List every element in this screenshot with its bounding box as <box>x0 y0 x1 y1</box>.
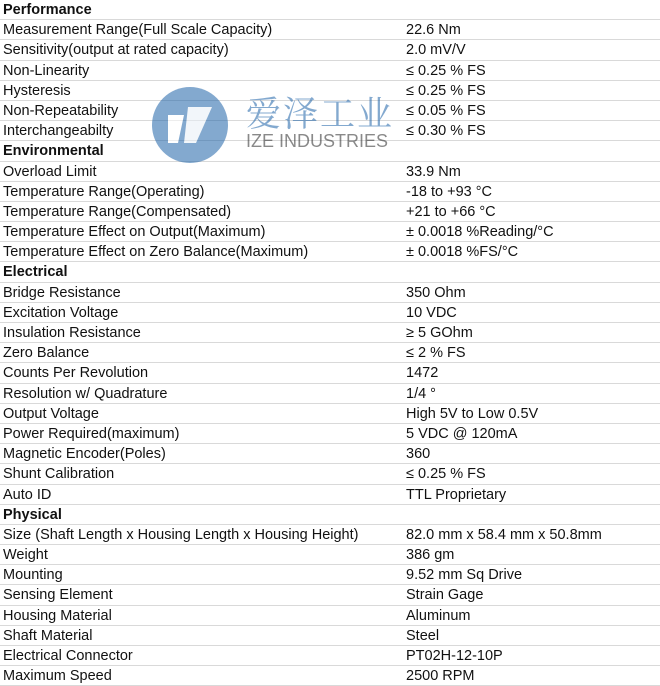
section-heading: Electrical <box>0 262 660 282</box>
spec-row <box>0 61 660 81</box>
spec-parameter: Zero Balance <box>3 345 90 362</box>
spec-row <box>0 20 660 40</box>
spec-row <box>0 202 660 222</box>
spec-row <box>0 222 660 242</box>
spec-row <box>0 121 660 141</box>
spec-parameter: Size (Shaft Length x Housing Length x Housing Height) <box>3 526 359 543</box>
spec-parameter: Temperature Effect on Zero Balance(Maximum) <box>3 244 309 261</box>
spec-row <box>0 303 660 323</box>
spec-row <box>0 404 660 424</box>
spec-parameter: Shunt Calibration <box>3 466 115 483</box>
spec-value: 350 Ohm <box>406 284 466 301</box>
spec-value: ≤ 0.25 % FS <box>406 62 486 79</box>
spec-value: 33.9 Nm <box>406 163 461 180</box>
spec-value: ± 0.0018 %FS/°C <box>406 244 519 261</box>
spec-parameter: Housing Material <box>3 607 112 624</box>
spec-value: Strain Gage <box>406 587 484 604</box>
section-heading: Physical <box>0 505 660 525</box>
spec-value: ≤ 0.25 % FS <box>406 82 486 99</box>
spec-parameter: Temperature Range(Compensated) <box>3 203 232 220</box>
spec-value: PT02H-12-10P <box>406 648 503 664</box>
spec-value: 10 VDC <box>406 304 457 321</box>
spec-value: TTL Proprietary <box>406 486 507 503</box>
spec-parameter: Insulation Resistance <box>3 325 141 341</box>
spec-value: ≤ 0.30 % FS <box>406 123 486 140</box>
spec-parameter: Overload Limit <box>3 163 97 180</box>
spec-value: ≤ 0.05 % FS <box>406 102 486 119</box>
spec-value: ± 0.0018 %Reading/°C <box>406 224 554 241</box>
spec-parameter: Sensitivity(output at rated capacity) <box>3 42 229 59</box>
spec-parameter: Shaft Material <box>3 627 93 644</box>
spec-value: 360 <box>406 446 431 463</box>
spec-row <box>0 606 660 626</box>
spec-parameter: Weight <box>3 547 48 564</box>
spec-value: High 5V to Low 0.5V <box>406 405 539 422</box>
spec-parameter: Hysteresis <box>3 82 71 99</box>
spec-row <box>0 363 660 383</box>
spec-value: ≤ 0.25 % FS <box>406 466 486 483</box>
spec-value: 1472 <box>406 365 439 382</box>
spec-row <box>0 81 660 101</box>
spec-value: 5 VDC @ 120mA <box>406 425 518 442</box>
spec-value: 9.52 mm Sq Drive <box>406 567 523 584</box>
spec-value: ≥ 5 GOhm <box>406 325 473 341</box>
spec-row <box>0 666 660 686</box>
spec-row <box>0 283 660 303</box>
spec-value: 386 gm <box>406 547 455 564</box>
spec-row <box>0 242 660 262</box>
spec-parameter: Output Voltage <box>3 405 99 422</box>
spec-parameter: Power Required(maximum) <box>3 425 180 442</box>
spec-row <box>0 565 660 585</box>
spec-row <box>0 162 660 182</box>
spec-row <box>0 585 660 605</box>
spec-row <box>0 485 660 505</box>
spec-parameter: Temperature Effect on Output(Maximum) <box>3 224 266 241</box>
spec-parameter: Interchangeabilty <box>3 123 114 140</box>
spec-row <box>0 464 660 484</box>
spec-value: Aluminum <box>406 607 471 624</box>
section-heading: Environmental <box>0 141 660 161</box>
spec-row <box>0 626 660 646</box>
spec-value: 2500 RPM <box>406 668 475 685</box>
spec-parameter: Electrical Connector <box>3 648 133 664</box>
spec-parameter: Maximum Speed <box>3 668 112 685</box>
spec-parameter: Counts Per Revolution <box>3 365 149 382</box>
spec-parameter: Temperature Range(Operating) <box>3 183 205 200</box>
spec-value: -18 to +93 °C <box>406 183 493 200</box>
spec-value: +21 to +66 °C <box>406 203 496 220</box>
spec-row <box>0 646 660 666</box>
spec-parameter: Excitation Voltage <box>3 304 119 321</box>
spec-parameter: Measurement Range(Full Scale Capacity) <box>3 22 273 39</box>
spec-value: 2.0 mV/V <box>406 42 466 59</box>
spec-parameter: Bridge Resistance <box>3 284 121 301</box>
watermark-english: IZE INDUSTRIES <box>246 131 389 151</box>
spec-parameter: Magnetic Encoder(Poles) <box>3 446 166 463</box>
spec-value: 82.0 mm x 58.4 mm x 50.8mm <box>406 526 602 543</box>
spec-parameter: Auto ID <box>3 486 52 503</box>
spec-parameter: Resolution w/ Quadrature <box>3 385 168 402</box>
spec-parameter: Non-Repeatability <box>3 102 119 119</box>
spec-row <box>0 384 660 404</box>
spec-value: ≤ 2 % FS <box>406 345 466 362</box>
spec-row <box>0 182 660 202</box>
section-heading: Performance <box>0 0 660 20</box>
spec-value: 1/4 ° <box>406 385 436 402</box>
spec-parameter: Mounting <box>3 567 63 584</box>
spec-parameter: Sensing Element <box>3 587 113 604</box>
spec-parameter: Non-Linearity <box>3 62 90 79</box>
spec-row <box>0 343 660 363</box>
spec-row <box>0 40 660 60</box>
watermark-chinese: 爱泽工业 <box>246 95 395 135</box>
spec-value: Steel <box>406 627 440 644</box>
spec-row <box>0 545 660 565</box>
spec-row <box>0 444 660 464</box>
spec-value: 22.6 Nm <box>406 22 461 39</box>
spec-row <box>0 424 660 444</box>
spec-row <box>0 525 660 545</box>
spec-row <box>0 323 660 343</box>
spec-row <box>0 101 660 121</box>
